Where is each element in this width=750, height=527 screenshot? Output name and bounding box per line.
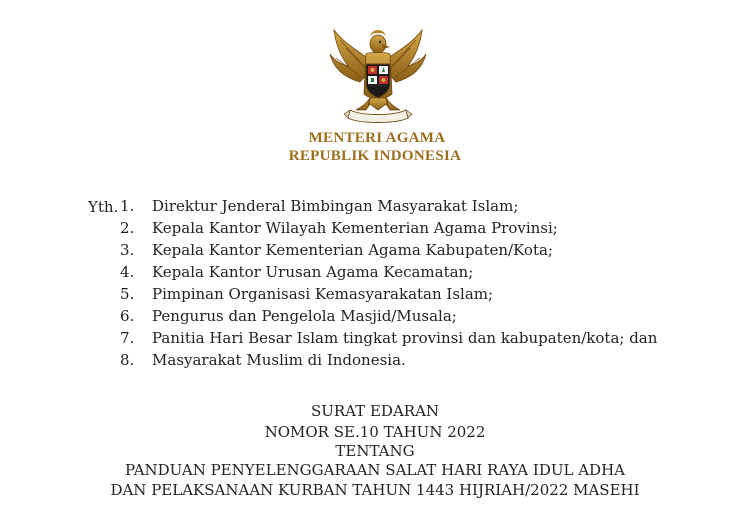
list-item-text: Pimpinan Organisasi Kemasyarakatan Islam; bbox=[152, 285, 494, 303]
list-item-number: 4. bbox=[120, 263, 135, 281]
subject-line2: DAN PELAKSANAAN KURBAN TAHUN 1443 HIJRIAH/2022 MASEHI bbox=[110, 481, 640, 499]
list-item-text: Kepala Kantor Urusan Agama Kecamatan; bbox=[152, 263, 474, 281]
list-item-number: 7. bbox=[120, 329, 135, 347]
list-item-number: 6. bbox=[120, 307, 135, 325]
about-label: TENTANG bbox=[335, 442, 415, 460]
list-item-number: 1. bbox=[120, 197, 135, 215]
addressee-prefix: Yth. bbox=[88, 198, 119, 216]
list-item-number: 2. bbox=[120, 219, 135, 237]
list-item-number: 8. bbox=[120, 351, 135, 369]
org-title-line1: MENTERI AGAMA bbox=[308, 130, 446, 146]
garuda-pancasila-emblem-icon bbox=[326, 24, 430, 126]
list-item-number: 3. bbox=[120, 241, 135, 259]
list-item-text: Masyarakat Muslim di Indonesia. bbox=[152, 351, 406, 369]
document-type: SURAT EDARAN bbox=[310, 402, 440, 420]
list-item-number: 5. bbox=[120, 285, 135, 303]
list-item-text: Direktur Jenderal Bimbingan Masyarakat Islam; bbox=[152, 197, 519, 215]
list-item-text: Panitia Hari Besar Islam tingkat provinsi dan kabupaten/kota; dan bbox=[152, 329, 658, 347]
list-item-text: Pengurus dan Pengelola Masjid/Musala; bbox=[152, 307, 457, 325]
list-item-text: Kepala Kantor Kementerian Agama Kabupaten/Kota; bbox=[152, 241, 553, 259]
subject-line1: PANDUAN PENYELENGGARAAN SALAT HARI RAYA IDUL ADHA bbox=[124, 461, 626, 479]
org-title-line2: REPUBLIK INDONESIA bbox=[288, 148, 462, 164]
list-item-text: Kepala Kantor Wilayah Kementerian Agama Provinsi; bbox=[152, 219, 558, 237]
document-number: NOMOR SE.10 TAHUN 2022 bbox=[264, 423, 486, 441]
